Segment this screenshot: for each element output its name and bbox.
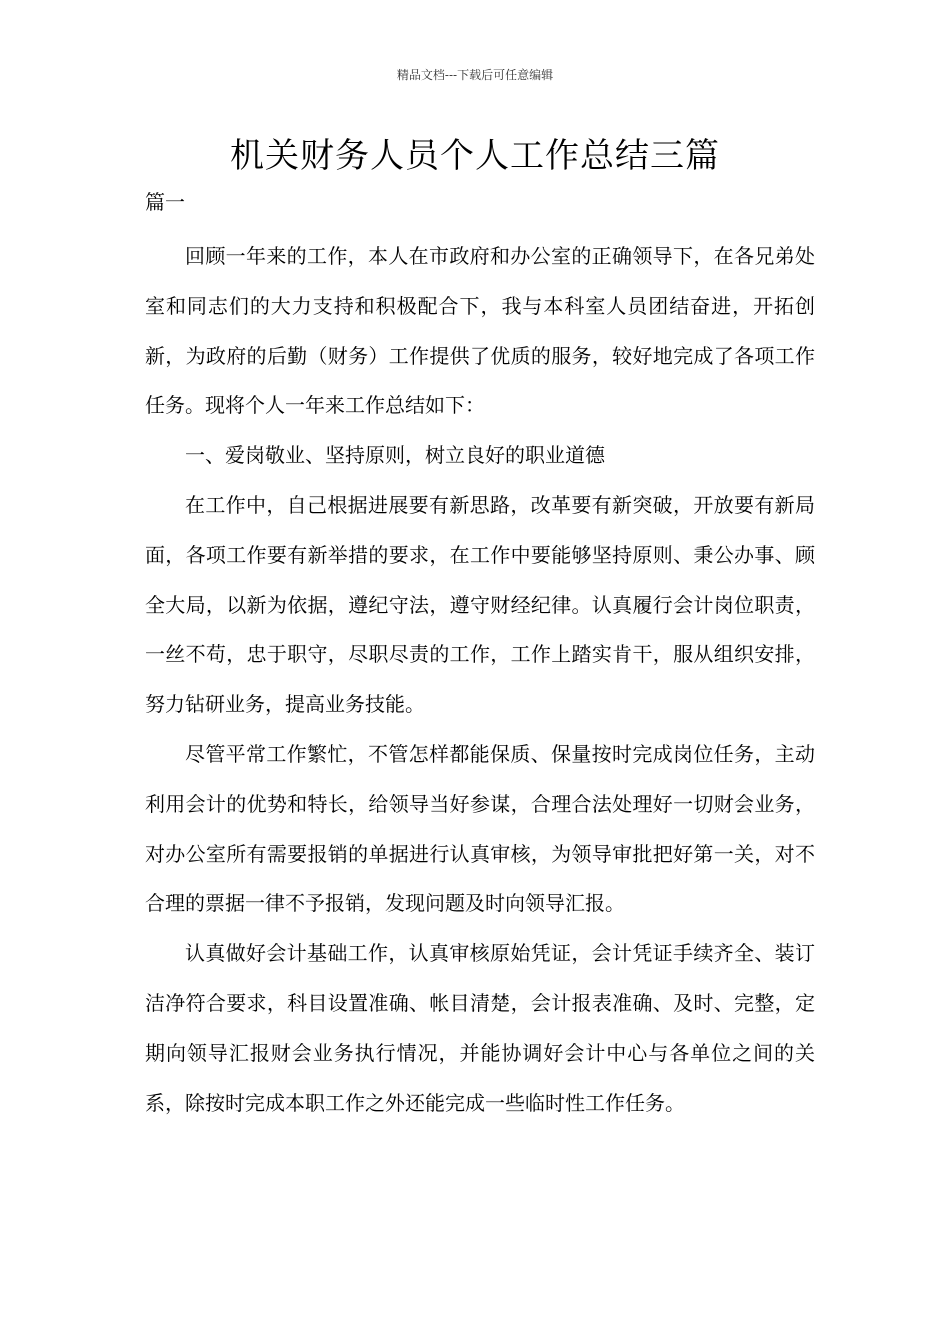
paragraph: 在工作中，自己根据进展要有新思路，改革要有新突破，开放要有新局面，各项工作要有新举措的要求，在工作中要能够坚持原则、秉公办事、顾全大局，以新为依据，遵纪守法，遵守财经纪律。认真履行会计岗位职责，一丝不苟，忠于职守，尽职尽责的工作，工作上踏实肯干，服从组织安排，努力钻研业务，提高业务技能。 bbox=[145, 492, 815, 717]
header-note: 精品文档---下载后可任意编辑 bbox=[396, 68, 554, 82]
section-heading: 一、爱岗敬业、坚持原则，树立良好的职业道德 bbox=[185, 443, 605, 468]
document-title: 机关财务人员个人工作总结三篇 bbox=[230, 136, 720, 176]
section-label: 篇一 bbox=[145, 190, 185, 214]
paragraph: 认真做好会计基础工作，认真审核原始凭证，会计凭证手续齐全、装订洁净符合要求，科目设置准确、帐目清楚，会计报表准确、及时、完整，定期向领导汇报财会业务执行情况，并能协调好会计中心与各单位之间的关系，除按时完成本职工作之外还能完成一些临时性工作任务。 bbox=[145, 941, 815, 1115]
paragraph: 尽管平常工作繁忙，不管怎样都能保质、保量按时完成岗位任务，主动利用会计的优势和特长，给领导当好参谋，合理合法处理好一切财会业务，对办公室所有需要报销的单据进行认真审核，为领导审批把好第一关，对不合理的票据一律不予报销，发现问题及时向领导汇报。 bbox=[145, 741, 815, 916]
body-text bbox=[145, 232, 815, 1128]
paragraph: 回顾一年来的工作，本人在市政府和办公室的正确领导下，在各兄弟处室和同志们的大力支持和积极配合下，我与本科室人员团结奋进，开拓创新，为政府的后勤（财务）工作提供了优质的服务，较好地完成了各项工作任务。现将个人一年来工作总结如下： bbox=[145, 244, 815, 418]
